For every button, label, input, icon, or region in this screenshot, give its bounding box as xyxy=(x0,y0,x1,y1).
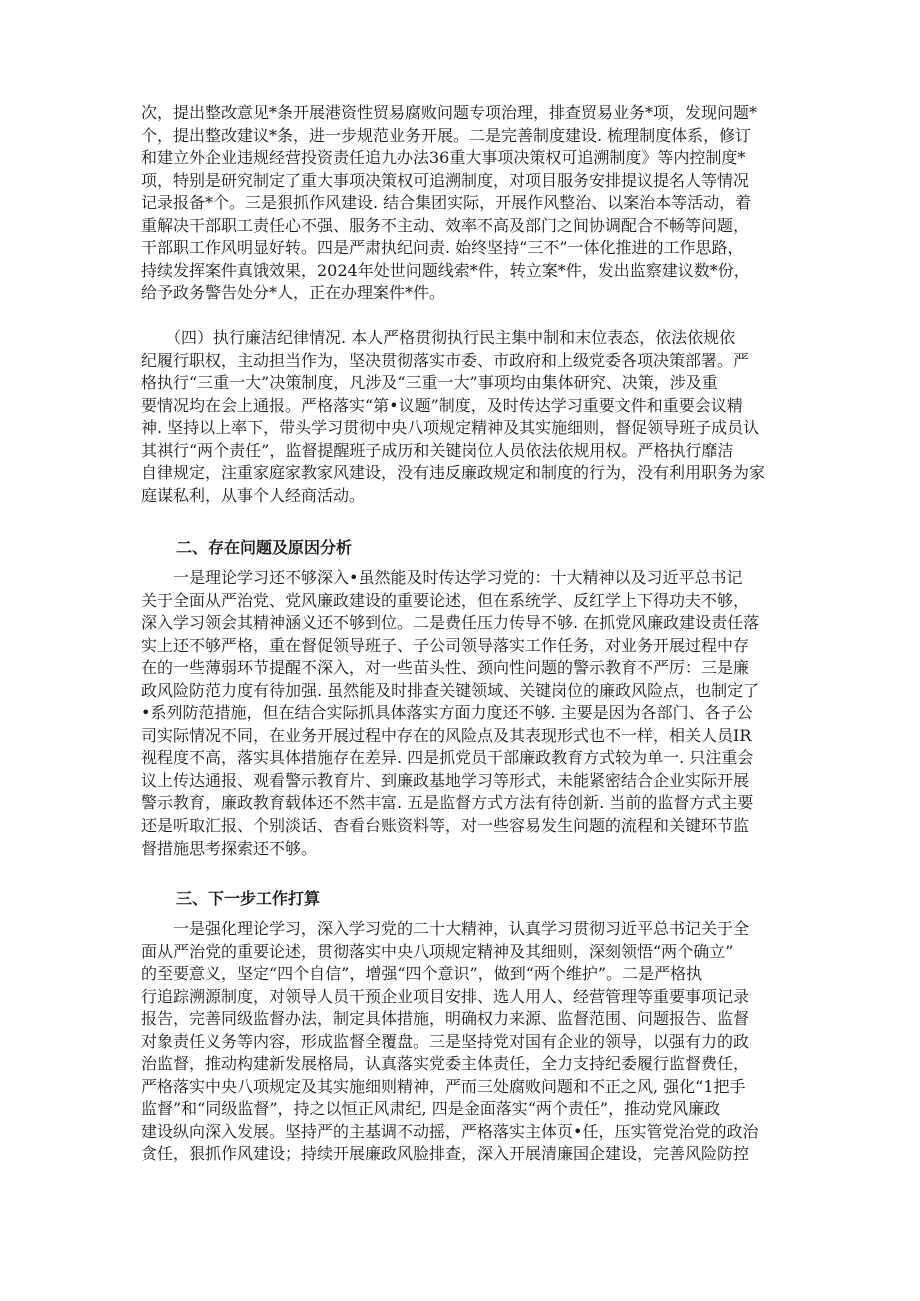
paragraph-problems-analysis: 一是理论学习还不够深入•虽然能及时传达学习党的：十大精神以及习近平总书记 关于全面从严治党、党风廉政建设的重要论述，但在系统学、反红学上下得功夫不够， 深入学习领会其精神涵义还不够到位。二是费任压力传导不够. 在抓党风廉政建设责任落 实上还不够严格，重在督促领导班子、子公司领导落实工作任务，对业务开展过程中存 在的一些薄弱环节提醒不深入，对一些苗头性、颈向性问题的警示教育不严厉：三是廉 政风险防范力度有待加强. 虽然能及时排查关键领域、关键岗位的廉政风险点，也制定了 •系列防范措施，但在结合实际抓具体落实方面力度还不够. 主要是因为各部门、各子公 司实际情况不同，在业务开展过程中存在的风险点及其表现形式也不一样，相关人员IR 视程度不高，落实具体措施存在差异. 四是抓党员干部廉政教育方式较为单一. 只注重会 议上传达通报、观看警示教育片、到廉政基地学习等形式，未能紧密结合企业实际开展 警示教育，廉政教育载体还不然丰富. 五是监督方式方法有待创新. 当前的监督方式主要 还是听取汇报、个别淡话、杳看台账资料等，对一些容易发生问题的流程和关键环节监 督措施思考探索还不够。 xyxy=(141,568,760,858)
paragraph-next-steps: 一是强化理论学习，深入学习党的二十大精神，认真学习贯彻习近平总书记关于全 面从严治党的重要论述，贯彻落实中央八项规定精神及其细则，深刻领悟“两个确立” 的至要意义，坚定“四个自信”，增强“四个意识”，做到“两个维护”。二是严格执 行追踪溯源制度，对领导人员干预企业项目安排、选人用人、经营管理等重要事项记录 报告，完善同级监督办法，制定具体措施，明确权力来源、监督范围、问题报告、监督 对象责任义务等内容，形成监督全覆盘。三是坚持党对国有企业的领导，以强有力的政 治监督，推动构建新发展格局，认真落实党委主体责任，全力支持纪委履行监督费任， 严格落实中央八项规定及其实施细则精神，严而三处腐败问题和不正之风, 强化“1把手 监督”和“同级监督”，持之以恒正风肃纪, 四是金面落实“两个责任”，推动党风廉政 建设纵向深入发展。坚持严的主基调不动摇，严格落实主体页•任，压实管党治党的政治 贪任，狠抓作风建设；持续开展廉政风脸排查，深入开展清廉国企建设，完善风险防控 xyxy=(141,919,759,1164)
heading-problems-and-causes: 二、存在问题及原因分析 xyxy=(176,538,353,557)
heading-next-steps: 三、下一步工作打算 xyxy=(176,889,321,908)
paragraph-integrity-discipline: （四）执行廉洁纪律情况. 本人严格贯彻执行民主集中制和末位表态，依法依规依 纪履行职权，主动担当作为，坚决贯彻落实市委、市政府和上级党委各项决策部署。严 格执行“三重一大”决策制度，凡涉及“三重一大”事项均由集体研究、决策，涉及重 要情况均在会上通报。严格落实“第•议题”制度，及时传达学习重要文件和重要会议精 神. 坚持以上率下，带头学习贯彻中央八项规定精神及其实施细则，督促领导班子成员认 其祺行“两个责任”，监督提醒班子成历和关键岗位人员依法依规用权。严格执行靡洁 自律规定，注重家庭家教家风建设，没有违反廉政规定和制度的行为，没有利用职务为家 庭谋私利，从事个人经商活动。 xyxy=(141,328,766,505)
paragraph-audit-rectification: 次，提出整改意见*条开展港资性贸易腐败问题专项治理，排查贸易业务*项，发现问题* 个，提出整改建议*条，进一步规范业务开展。二是完善制度建设. 梳理制度体系，修订 和建立外企业违规经营投资责任追九办法36重大事项决策权可追溯制度》等内控制度* 项，特别是研究制定了重大事项决策权可追溯制度，对项目服务安排提议提名人等情况 记录报备*个。三是狠抓作风建设. 结合集团实际，开展作风整治、以案治本等活动，着 重解决干部职工责任心不强、服务不主动、效率不高及部门之间协调配合不畅等问题， 干部职工作风明显好转。四是严肃执纪问责. 始终坚持“三不”一体化推进的工作思路， 持续发挥案件真饿效果，2024年处世问题线索*件，转立案*件，发出监察建议数*份， 给予政务警告处分*人，正在办理案件*件。 xyxy=(141,103,758,303)
